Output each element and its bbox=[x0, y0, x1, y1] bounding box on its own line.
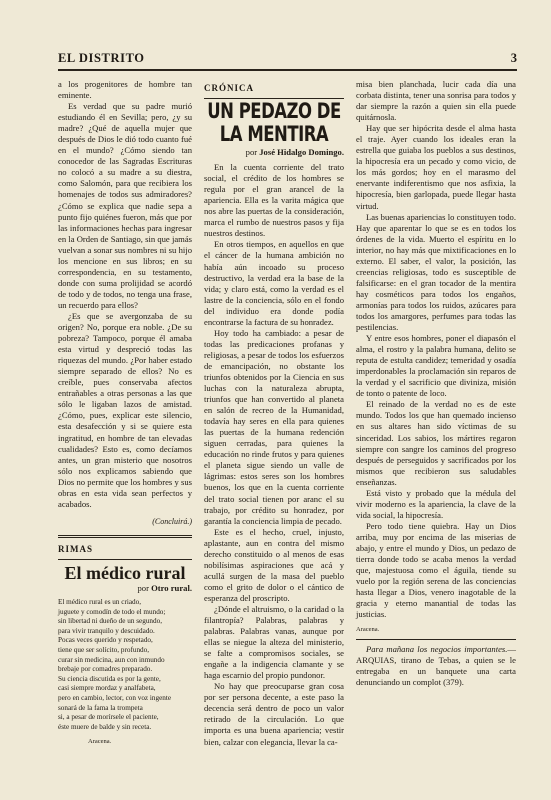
poem-author: Otro rural. bbox=[151, 582, 192, 593]
article-byline bbox=[204, 147, 344, 158]
poem-line: brebaje por comadres preparado. bbox=[58, 665, 153, 674]
column-middle bbox=[204, 79, 344, 748]
poem-title: El médico rural bbox=[64, 562, 186, 583]
poem-signature: Aracena. bbox=[88, 738, 112, 746]
page-header bbox=[58, 51, 517, 69]
note-text: —ARQUIAS, tirano de Tebas, a quien se le entregaba en un banquete una carta denunciando un complot (379). bbox=[356, 644, 516, 688]
article-paragraph: ¿Dónde el altruismo, o la caridad o la filantropía? Palabras, palabras y palabras. Palabras vanas, aunque por ellas se niegue la alteza del ministerio, se falte a compromisos sociales, se engañe a la indigencia clamante y se haga escarnio del propio pundonor. bbox=[204, 603, 344, 681]
page-number: 3 bbox=[510, 51, 517, 65]
article-headline: UN PEDAZO DE LA MENTIRA bbox=[207, 98, 341, 147]
article-paragraph: El reinado de la verdad no es de este mundo. Todos los que han quemado incienso en sus altares han sido víctimas de su sinceridad. Los sabios, los mártires regaron siempre con sangre los caminos del progreso después de perseguidos y sacrificados por los mismos que recibieron sus saludables enseñanzas. bbox=[356, 399, 516, 487]
article-signature: Aracena. bbox=[356, 626, 380, 634]
poem-line: El médico rural es un criado, bbox=[58, 598, 142, 607]
poem-line: éste muere de balde y sin receta. bbox=[58, 722, 152, 731]
poem-line: casi siempre mordaz y analfabeta, bbox=[58, 684, 156, 693]
poem-byline bbox=[58, 583, 192, 594]
section-divider bbox=[58, 535, 192, 538]
poem-line: si, a pesar de morírsele el paciente, bbox=[58, 713, 159, 722]
newspaper-title: EL DISTRITO bbox=[58, 51, 145, 65]
article-paragraph: Las buenas apariencias lo constituyen todo. Hay que aparentar lo que se es en todos los órdenes de la vida. Muerto el espíritu en lo interior, no hay más que mixtificaciones en lo externo. El saber, el valor, la posición, las creencias religiosas, todo es susceptible de falsificarse: en el gran tocador de la mentira hay cosméticos para todos los engaños, armonías para todos los ruidos, azúcares para todos los amargores, perfumes para todas las pestilencias. bbox=[356, 211, 516, 333]
poem-body bbox=[58, 598, 192, 732]
article-paragraph: En la cuenta corriente del trato social, el crédito de los hombres se regula por el gran arancel de la apariencia. Ella es la varita mágica que nos abre las puertas de la consideración, marca el rumbo de nuestros pasos y fija nuestros destinos. bbox=[204, 162, 344, 239]
section-rule bbox=[58, 559, 192, 560]
article-paragraph: Pero todo tiene quiebra. Hay un Dios arriba, muy por encima de las miserias de abajo, y entre el mundo y Dios, un pedazo de tierra donde todo se acaba menos la verdad que, majestuosa como el águila, tiende su vuelo por la región serena de las conciencias hasta llegar a Dios, venero inagotable de la gracia y eterno manantial de todas las justicias. bbox=[356, 520, 516, 620]
poem-line: para vivir tranquilo y descuidado. bbox=[58, 626, 155, 635]
poem-line: Pocas veces querido y respetado, bbox=[58, 636, 153, 645]
poem-line: curar sin medicina, aun con inmundo bbox=[58, 655, 165, 664]
column-left bbox=[58, 79, 192, 747]
note-divider bbox=[356, 639, 516, 640]
article-paragraph: Hay que ser hipócrita desde el alma hasta el traje. Ayer cuando los ideales eran la estrella que guiaba los pueblos a sus destinos, la hipocresía era un pecado y como vicio, de los más gordos; hoy en el marasmo del enervante indiferentismo que nos asfixia, la hipocresía, bien garlopada, puede llegar hasta virtud. bbox=[356, 123, 516, 211]
section-label-rimas: RIMAS bbox=[58, 543, 94, 554]
poem-line: Su ciencia discutida es por la gente, bbox=[58, 674, 161, 683]
poem-line: tiene que ser solícito, profundo, bbox=[58, 645, 150, 654]
poem-line: pero en cambio, lector, con voz ingente bbox=[58, 693, 172, 702]
article-paragraph: Está visto y probado que la médula del vivir moderno es la apariencia, la clave de la vida social, la hipocresía. bbox=[356, 487, 516, 520]
poem-line: sin libertad ni dueño de un segundo, bbox=[58, 617, 163, 626]
section-label-cronica: CRÓNICA bbox=[204, 83, 255, 93]
article-author: José Hidalgo Domingo. bbox=[259, 147, 344, 158]
article-paragraph: Este es el hecho, cruel, injusto, aplastante, aun en contra del mismo derecho constituido o al menos de esas nobilísimas aspiraciones que acá y acullá surgen de la masa del pueblo como el grito de dolor o el cántico de esperanza del proscripto. bbox=[204, 526, 344, 603]
note-italic: Para mañana los negocios importantes. bbox=[366, 644, 508, 655]
byline-prefix: por bbox=[245, 147, 260, 158]
header-rule bbox=[58, 69, 517, 71]
article-paragraph: En otros tiempos, en aquellos en que el cáncer de la humana ambición no había aún incoado su proceso destructivo, la verdad era la base de la vida; y claro está, como la verdad es el lastre de la conciencia, sólo en el fondo del individuo era donde podía encontrarse la factura de su honradez. bbox=[204, 239, 344, 327]
article-paragraph: Hoy todo ha cambiado: a pesar de todas las predicaciones profanas y religiosas, a pesar de todos los esfuerzos de emancipación, no obstante los triunfos obtenidos por la Ciencia en sus luchas con la naturaleza abrupta, triunfos que han convertido al planeta en salón de recreo de la Humanidad, todavía hay seres en ella para quienes las puertas de la humana redención siguen cerradas, para quienes la educación no rinde frutos y para quienes el planeta sigue siendo un valle de lágrimas: estos seres son los hombres buenos, los que en la cuenta corriente del trato social tienen por aranc el su trabajo, por crédito su honradez, por garantía la conciencia limpia de pecado. bbox=[204, 327, 344, 526]
historical-note bbox=[356, 644, 516, 688]
article-paragraph: No hay que preocuparse gran cosa por ser persona decente, a este paso la decencia será dentro de poco un valor retirado de la circulación. Lo que importa es una buena apariencia; vestir bien, calzar con elegancia, llevar la ca- bbox=[204, 681, 344, 747]
byline-prefix: por bbox=[137, 582, 152, 593]
poem-line: sonará de la fama la trompeta bbox=[58, 703, 143, 712]
article-paragraph: a los progenitores de hombre tan eminente. bbox=[58, 79, 192, 101]
article-paragraph: Es verdad que su padre murió estudiando él en Sevilla; pero, ¿y su madre? ¿Qué de aquella mujer que después de Dios le dió todo cuanto fué en el mundo? ¿Cómo siendo tan conocedor de las Sagradas Escrituras no colocó a su madre a su diestra, como Salomón, para que recibiera los homenajes de todos sus admiradores? ¿Cómo se explica que nadie sepa a punto fijo quiénes fueron, más que por las informaciones hechas para ingresar en la Orden de Santiago, sin que jamás vuelvan a sonar sus nombres ni su hijo los mencione en sus libros; en su correspondencia, en su testamento, donde con suma prolijidad se acordó de todo y de todos, no tenga una frase, un recuerdo para ellos? bbox=[58, 101, 192, 310]
poem-line: juguete y comodín de todo el mundo; bbox=[58, 607, 166, 616]
article-paragraph: misa bien planchada, lucir cada día una corbata distinta, tener una sonrisa para todos y dar siempre la razón a quien sin ella puede quitárnosla. bbox=[356, 79, 516, 123]
column-right bbox=[356, 79, 516, 689]
continued-note: (Concluirá.) bbox=[152, 516, 192, 526]
article-paragraph: ¿Es que se avergonzaba de su origen? No, porque era noble. ¿De su pobreza? Tampoco, porque él amaba esta virtud y despreció todas las riquezas del mundo. ¿Por haber estado siempre separado de ellos? No es creíble, pues conservaba afectos entrañables a otras personas a las que sólo le ligaban lazos de amistad. ¿Cómo, pues, explicar este silencio, esta desafección y si se quiere esta ingratitud, en hombre de tan elevadas cualidades? Esto es, como decíamos antes, un gran misterio que nosotros sólo nos explicamos sabiendo que Dios no permite que los hombres y sus obras en esta vida sean perfectos y acabados. bbox=[58, 310, 192, 509]
article-paragraph: Y entre esos hombres, poner el diapasón el alma, el rostro y la palabra humana, delito se reputa de estulta candidez; temeridad y osadía imperdonables la proclamación sin reparos de la verdad y el sacrificio que diviniza, misión de tonto o patente de loco. bbox=[356, 333, 516, 399]
